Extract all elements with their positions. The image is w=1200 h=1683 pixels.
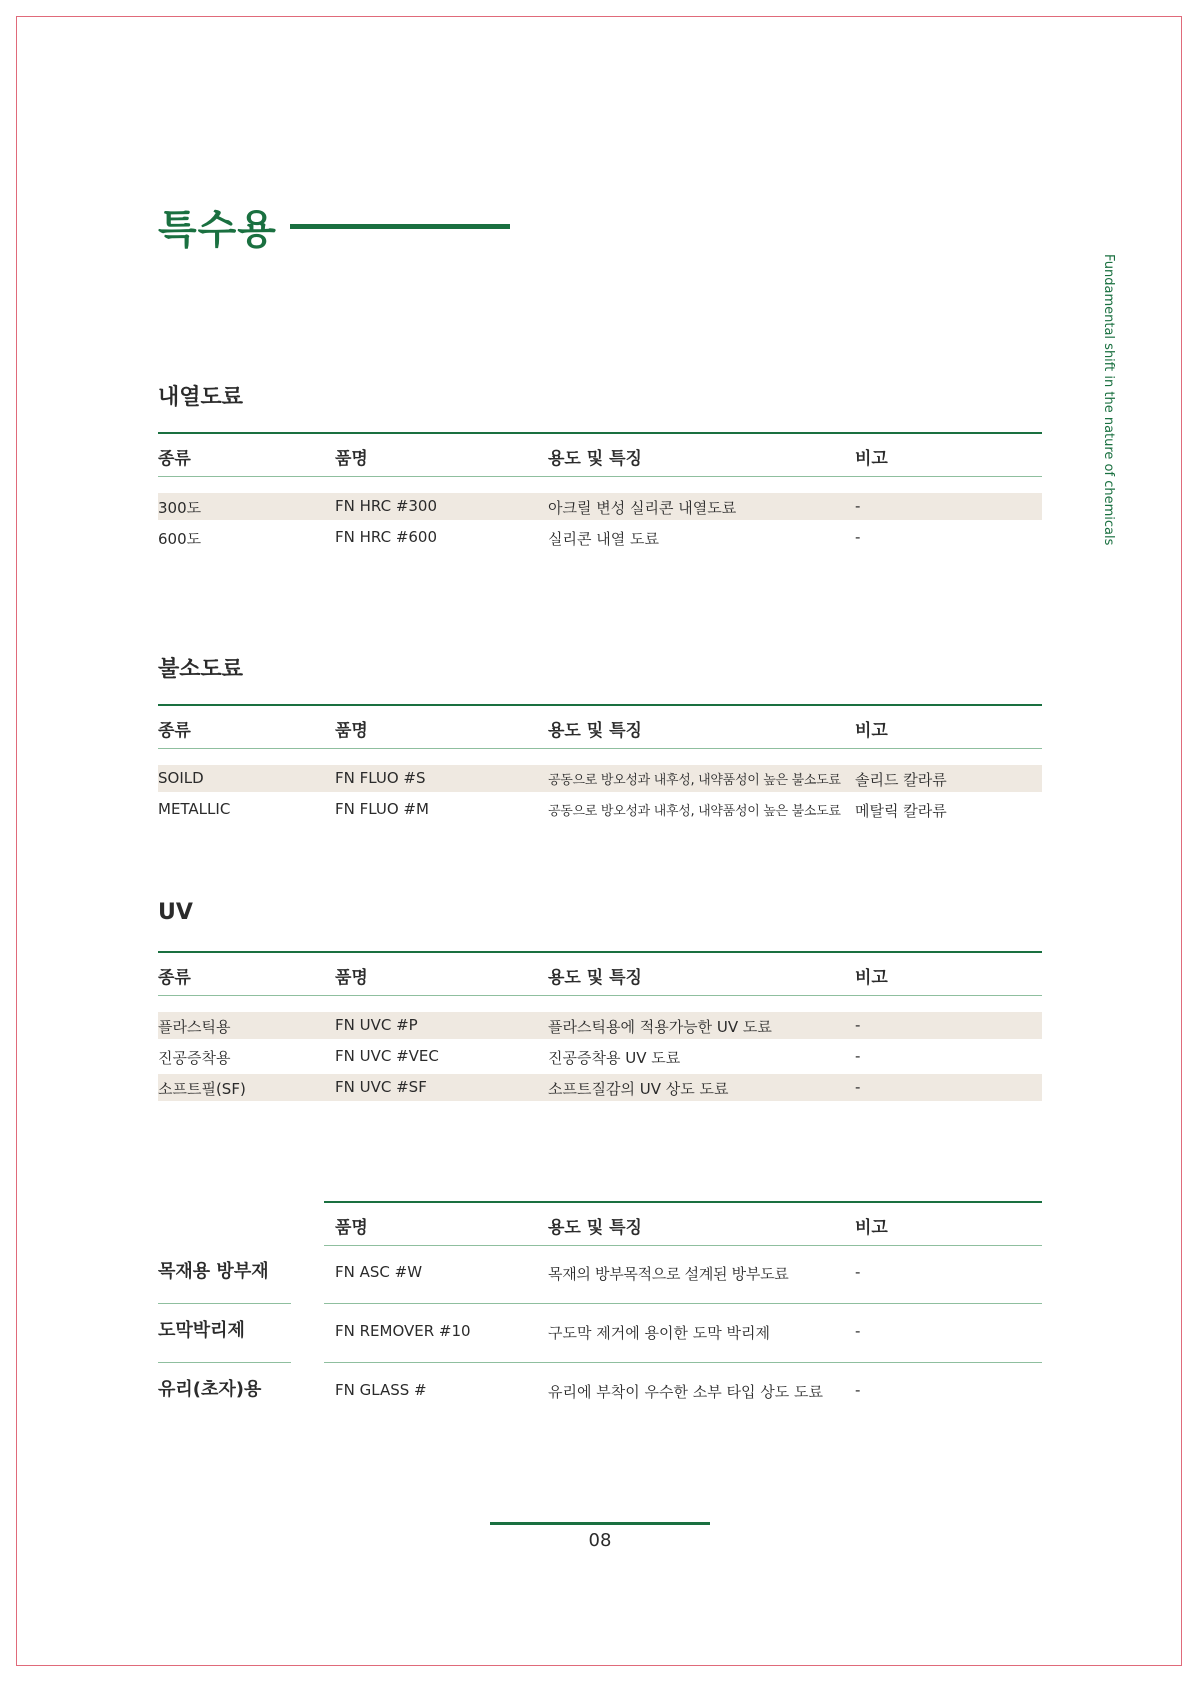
cell-usage: 플라스틱용에 적용가능한 UV 도료 xyxy=(548,1018,772,1036)
header-type: 종류 xyxy=(158,449,191,469)
cell-usage: 실리콘 내열 도료 xyxy=(548,530,659,548)
cell-note: - xyxy=(855,1016,861,1034)
title-rule xyxy=(290,224,510,229)
header-note: 비고 xyxy=(855,721,888,741)
row-category: 유리(초자)용 xyxy=(158,1379,262,1400)
cell-note: - xyxy=(855,1322,861,1340)
cell-usage: 진공증착용 UV 도료 xyxy=(548,1049,681,1067)
table-row xyxy=(158,1012,1042,1039)
header-product: 품명 xyxy=(335,1218,368,1238)
cell-type: SOILD xyxy=(158,769,204,787)
cell-product: FN FLUO #S xyxy=(335,769,426,787)
table-header xyxy=(158,704,1042,749)
header-usage: 용도 및 특징 xyxy=(548,1218,642,1238)
page-number: 08 xyxy=(588,1530,612,1551)
cell-product: FN REMOVER #10 xyxy=(335,1322,471,1340)
heat-resistant-table xyxy=(158,432,1042,555)
table-header xyxy=(158,432,1042,477)
cell-product: FN UVC #SF xyxy=(335,1078,427,1096)
side-tagline: Fundamental shift in the nature of chemicals xyxy=(1101,254,1116,546)
header-usage: 용도 및 특징 xyxy=(548,449,642,469)
cell-usage: 공동으로 방오성과 내후성, 내약품성이 높은 불소도료 xyxy=(548,804,841,819)
table-row xyxy=(158,1245,1042,1303)
cell-type: 플라스틱용 xyxy=(158,1018,231,1036)
section-title-fluoro: 불소도료 xyxy=(158,657,244,682)
page-title: 특수용 xyxy=(158,207,277,253)
cell-product: FN HRC #300 xyxy=(335,497,438,515)
cell-usage: 소프트질감의 UV 상도 도료 xyxy=(548,1080,729,1098)
table-row xyxy=(158,1304,1042,1362)
header-product: 품명 xyxy=(335,968,368,988)
cell-note: - xyxy=(855,497,861,515)
table-row xyxy=(158,493,1042,520)
row-category: 도막박리제 xyxy=(158,1304,291,1363)
header-note: 비고 xyxy=(855,968,888,988)
header-note: 비고 xyxy=(855,1218,888,1238)
header-product: 품명 xyxy=(335,449,368,469)
cell-note: 솔리드 칼라류 xyxy=(855,771,947,789)
table-header xyxy=(324,1201,1042,1246)
cell-type: 300도 xyxy=(158,499,202,517)
cell-note: - xyxy=(855,1078,861,1096)
header-usage: 용도 및 특징 xyxy=(548,721,642,741)
cell-usage: 아크릴 변성 실리콘 내열도료 xyxy=(548,499,737,517)
cell-note: - xyxy=(855,1263,861,1281)
uv-table xyxy=(158,951,1042,1105)
cell-note: - xyxy=(855,528,861,546)
cell-product: FN UVC #VEC xyxy=(335,1047,439,1065)
cell-usage: 유리에 부착이 우수한 소부 타입 상도 도료 xyxy=(548,1383,823,1401)
table-row xyxy=(158,796,1042,823)
table-row xyxy=(158,765,1042,792)
cell-product: FN UVC #P xyxy=(335,1016,418,1034)
header-note: 비고 xyxy=(855,449,888,469)
table-header xyxy=(158,951,1042,996)
cell-note: - xyxy=(855,1381,861,1399)
header-type: 종류 xyxy=(158,721,191,741)
cell-product: FN ASC #W xyxy=(335,1263,423,1281)
header-usage: 용도 및 특징 xyxy=(548,968,642,988)
table-row xyxy=(158,1074,1042,1101)
cell-note: 메탈릭 칼라류 xyxy=(855,802,947,820)
cell-product: FN FLUO #M xyxy=(335,800,429,818)
row-category: 목재용 방부재 xyxy=(158,1245,291,1304)
cell-product: FN GLASS # xyxy=(335,1381,427,1399)
footer-rule xyxy=(490,1522,710,1525)
section-title-uv: UV xyxy=(158,900,193,925)
cell-usage: 목재의 방부목적으로 설계된 방부도료 xyxy=(548,1265,789,1283)
cell-usage: 공동으로 방오성과 내후성, 내약품성이 높은 불소도료 xyxy=(548,773,841,788)
fluoro-table xyxy=(158,704,1042,827)
cell-usage: 구도막 제거에 용이한 도막 박리제 xyxy=(548,1324,770,1342)
table-row xyxy=(158,1363,1042,1421)
cell-type: 진공증착용 xyxy=(158,1049,231,1067)
cell-product: FN HRC #600 xyxy=(335,528,438,546)
header-type: 종류 xyxy=(158,968,191,988)
section-title-heat-resistant: 내열도료 xyxy=(158,385,244,410)
header-product: 품명 xyxy=(335,721,368,741)
cell-type: METALLIC xyxy=(158,800,231,818)
table-row xyxy=(158,524,1042,551)
table-row xyxy=(158,1043,1042,1070)
cell-type: 600도 xyxy=(158,530,202,548)
cell-note: - xyxy=(855,1047,861,1065)
cell-type: 소프트필(SF) xyxy=(158,1080,246,1098)
